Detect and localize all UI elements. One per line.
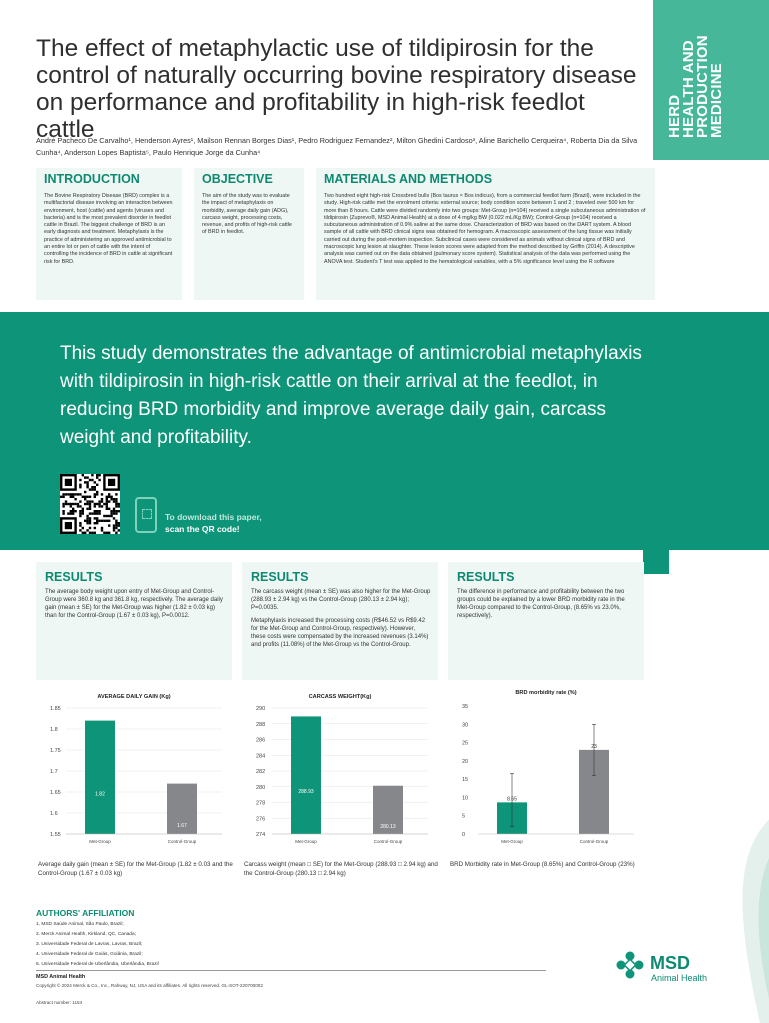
y-tick-label: 290 — [256, 706, 266, 712]
qr-module — [106, 515, 108, 517]
qr-module — [96, 484, 98, 486]
qr-module — [86, 522, 88, 524]
qr-module — [79, 500, 81, 502]
chart-title: AVERAGE DAILY GAIN (Kg) — [97, 694, 171, 700]
qr-module — [98, 505, 100, 507]
methods-text: Two hundred eight high-risk Crossbred bulls (Bos taurus × Bos indicus), from a commercial feedlot farm (Brazil), were included in the study. High-risk cattle met the enrolment criteria: external source; body condition score between 1 and 2 ; traveled over 500 km for more than 8 hours. Cattle were divided randomly into two groups: Met-Group (n=104) received a single subcutaneous administration of tildipirosin (Zuprevo®, MSD Animal Health) at a dose of 4 mg/kg BW (0.022 mL/Kg BW); Control-Group (n=104) received a subcutaneous administration of 0.9% saline at the same dose. Characterization of BRD was based on the DART system. A blood sample of all cattle with BRD clinical signs was obtained for hemogram. A macroscopic assessment of the lung tissue was initially carried out during the post-mortem inspection. Subclinical cases were considered as animals without clinical signs of BRD and macroscopic lung lesion at slaughter. These lesion scores were adapted from the method described by Griffin (2014). A descriptive analysis was carried out on the data obtained (pulmonary score system). Statistical analysis of the data was performed using the ANOVA test. Student's T test was applied to the hematological variables, with a 5% significance level using the R software — [324, 193, 646, 265]
qr-module — [70, 496, 72, 498]
qr-module — [101, 493, 103, 495]
qr-module — [101, 529, 103, 531]
qr-module — [72, 496, 74, 498]
qr-module — [86, 500, 88, 502]
qr-module — [113, 529, 115, 531]
y-tick-label: 1.75 — [50, 748, 61, 754]
y-tick-label: 1.65 — [50, 790, 61, 796]
qr-module — [82, 512, 84, 514]
x-tick-label: Met-Group — [501, 839, 523, 844]
qr-module — [94, 488, 96, 490]
qr-module — [82, 508, 84, 510]
qr-module — [65, 503, 67, 505]
qr-module — [101, 520, 103, 522]
qr-module — [91, 512, 93, 514]
qr-module — [62, 512, 64, 514]
chart-title: BRD morbidity rate (%) — [515, 690, 577, 696]
introduction-heading: INTRODUCTION — [44, 172, 140, 186]
qr-module — [101, 498, 103, 500]
qr-module — [77, 503, 79, 505]
qr-module — [115, 505, 117, 507]
qr-module — [91, 486, 93, 488]
qr-module — [115, 500, 117, 502]
qr-module — [82, 496, 84, 498]
qr-module — [79, 486, 81, 488]
qr-module — [86, 520, 88, 522]
qr-module — [113, 517, 115, 519]
qr-code-pattern — [60, 474, 120, 534]
qr-module — [106, 503, 108, 505]
qr-module — [108, 508, 110, 510]
y-tick-label: 286 — [256, 737, 266, 744]
affiliation-item: 3. Universidade Federal de Lavras, Lavras, Brazil; — [36, 942, 143, 947]
affiliation-item: 5. Universidade Federal de Uberlândia, Uberlândia, Brazil — [36, 962, 159, 967]
carcass-chart — [242, 680, 438, 856]
qr-module — [86, 508, 88, 510]
qr-module — [84, 481, 86, 483]
results-heading: RESULTS — [45, 570, 103, 584]
qr-module — [96, 517, 98, 519]
qr-module — [62, 503, 64, 505]
qr-module — [84, 520, 86, 522]
qr-module — [89, 500, 91, 502]
qr-module — [84, 532, 86, 534]
qr-module — [115, 512, 117, 514]
qr-finder — [108, 479, 115, 486]
y-tick-label: 274 — [256, 832, 266, 838]
qr-module — [91, 474, 93, 476]
qr-module — [115, 522, 117, 524]
qr-module — [89, 527, 91, 529]
introduction-panel — [36, 168, 182, 300]
qr-module — [89, 503, 91, 505]
qr-module — [86, 529, 88, 531]
qr-module — [94, 486, 96, 488]
qr-module — [84, 476, 86, 478]
qr-module — [113, 512, 115, 514]
qr-module — [79, 524, 81, 526]
qr-module — [89, 522, 91, 524]
qr-module — [79, 512, 81, 514]
qr-module — [86, 484, 88, 486]
qr-module — [113, 508, 115, 510]
qr-module — [106, 496, 108, 498]
y-tick-label: 10 — [462, 795, 469, 802]
qr-module — [115, 532, 117, 534]
qr-module — [106, 505, 108, 507]
qr-module — [98, 474, 100, 476]
qr-module — [98, 479, 100, 481]
qr-module — [74, 493, 76, 495]
qr-module — [89, 505, 91, 507]
qr-module — [103, 532, 105, 534]
qr-module — [115, 510, 117, 512]
qr-module — [84, 498, 86, 500]
qr-module — [108, 520, 110, 522]
qr-module — [113, 510, 115, 512]
qr-module — [118, 522, 120, 524]
qr-module — [115, 498, 117, 500]
qr-module — [72, 510, 74, 512]
affiliations-heading: AUTHORS' AFFILIATION — [36, 908, 135, 918]
side-label-line: HERD — [666, 94, 683, 138]
affiliation-item: 4. Universidade Federal de Goiás, Goiânia, Brazil; — [36, 952, 143, 957]
methods-panel — [316, 168, 655, 300]
qr-module — [118, 510, 120, 512]
qr-module — [96, 512, 98, 514]
data-label: 1.67 — [177, 822, 187, 829]
qr-module — [79, 505, 81, 507]
qr-module — [62, 505, 64, 507]
qr-code[interactable] — [60, 474, 120, 534]
affiliations-list — [36, 920, 159, 970]
download-line: To download this paper, — [165, 512, 262, 522]
qr-module — [110, 512, 112, 514]
objective-panel — [194, 168, 304, 300]
qr-module — [79, 510, 81, 512]
morbidity-chart — [448, 680, 644, 856]
msd-logo-icon — [615, 950, 645, 980]
results-paragraph: Metaphylaxis increased the processing costs (R$46.52 vs R$9.42 for the Met-Group and Control-Group, respectively). However, these costs were compensated by the increased revenues (3.14%) and profits (11.08%) of the Met-Group vs the Control-Group. — [251, 618, 429, 648]
y-tick-label: 276 — [256, 816, 266, 823]
msd-logo-subtitle: Animal Health — [651, 973, 708, 983]
qr-module — [101, 500, 103, 502]
x-tick-label: Control-Group — [373, 839, 403, 844]
qr-module — [60, 496, 62, 498]
qr-module — [62, 496, 64, 498]
methods-heading: MATERIALS AND METHODS — [324, 172, 493, 186]
qr-module — [72, 493, 74, 495]
qr-module — [115, 503, 117, 505]
bar — [291, 716, 321, 834]
qr-module — [103, 520, 105, 522]
y-tick-label: 1.55 — [50, 832, 61, 838]
data-label: 280.13 — [380, 823, 396, 830]
qr-module — [86, 496, 88, 498]
y-tick-label: 0 — [462, 832, 466, 838]
abstract-number: Abstract number: 1154 — [36, 1000, 83, 1005]
qr-module — [86, 486, 88, 488]
qr-module — [72, 503, 74, 505]
qr-module — [74, 503, 76, 505]
qr-module — [89, 488, 91, 490]
adg-chart — [36, 680, 232, 856]
qr-module — [106, 508, 108, 510]
qr-module — [79, 529, 81, 531]
affiliation-item: 2. Merck Animal Health, Kirkland, QC, Canada; — [36, 932, 136, 937]
qr-module — [96, 474, 98, 476]
qr-module — [79, 522, 81, 524]
qr-module — [94, 532, 96, 534]
y-tick-label: 1.6 — [50, 811, 58, 817]
side-label-line: MEDICINE — [708, 63, 725, 138]
y-tick-label: 280 — [256, 784, 266, 791]
qr-module — [98, 500, 100, 502]
qr-finder — [65, 479, 72, 486]
introduction-text: The Bovine Respiratory Disease (BRD) complex is a multifactorial disease involving an interaction between environment, host (cattle) and agents (viruses and bacteria) and is the most prevalent disorder in feedlot cattle in Brazil. The biggest challenge of BRD is an early diagnosis and treatment. Metaphylaxis is the practice of administering an approved antimicrobial to an entire lot or pen of cattle with the intent of controlling the incidence of BRD in cattle at significant risk for BRD. — [44, 193, 173, 265]
qr-module — [98, 510, 100, 512]
qr-module — [84, 503, 86, 505]
qr-module — [113, 498, 115, 500]
chart-caption: Carcass weight (mean □ SE) for the Met-Group (288.93 □ 2.94 kg) and the Control-Group (280.13 □ 2.94 kg) — [244, 861, 438, 877]
x-tick-label: Control-Group — [167, 839, 197, 844]
qr-module — [96, 491, 98, 493]
qr-module — [94, 522, 96, 524]
results-text: The average body weight upon entry of Met-Group and Control-Group were 360.8 kg and 361.8 kg, respectively. The average daily gain (mean ± SE) for the Met-Group was higher (1.82 ± 0.03 kg) than for the Control-Group (1.67 ± 0.03 kg), P=0.0012. — [45, 589, 223, 619]
results-paragraph: The carcass weight (mean ± SE) was also higher for the Met-Group (288.93 ± 2.94 kg) vs the Control-Group (280.13 ± 2.94 kg); P=0.0035. — [251, 589, 431, 611]
qr-module — [94, 505, 96, 507]
qr-module — [84, 496, 86, 498]
y-tick-label: 35 — [462, 704, 469, 710]
x-tick-label: Met-Group — [89, 839, 111, 844]
side-label-line: HEALTH AND — [680, 40, 697, 138]
side-label-line: PRODUCTION — [694, 35, 711, 138]
qr-module — [70, 503, 72, 505]
qr-module — [77, 505, 79, 507]
qr-module — [89, 496, 91, 498]
qr-module — [96, 503, 98, 505]
qr-module — [89, 508, 91, 510]
corner-accent — [643, 548, 669, 574]
x-tick-label: Control-Group — [579, 839, 609, 844]
chart-caption: Average daily gain (mean ± SE) for the Met-Group (1.82 ± 0.03 and the Control-Group (1.67 ± 0.03 kg) — [38, 861, 233, 877]
qr-module — [115, 527, 117, 529]
qr-module — [118, 505, 120, 507]
qr-module — [94, 481, 96, 483]
qr-module — [103, 503, 105, 505]
qr-module — [108, 515, 110, 517]
bar — [85, 721, 115, 834]
qr-module — [79, 479, 81, 481]
qr-module — [96, 520, 98, 522]
qr-module — [91, 500, 93, 502]
qr-module — [79, 515, 81, 517]
qr-module — [115, 493, 117, 495]
qr-module — [94, 493, 96, 495]
phone-icon — [135, 497, 157, 533]
y-tick-label: 282 — [256, 769, 266, 775]
qr-module — [86, 476, 88, 478]
qr-module — [65, 493, 67, 495]
qr-module — [70, 512, 72, 514]
morbidity-chart-svg — [448, 680, 644, 856]
qr-module — [86, 503, 88, 505]
qr-module — [91, 532, 93, 534]
qr-module — [79, 484, 81, 486]
y-tick-label: 20 — [462, 758, 469, 765]
affiliation-item: 1. MSD Saúde Animal, São Paulo, Brazil; — [36, 922, 124, 927]
qr-module — [89, 532, 91, 534]
qr-module — [106, 500, 108, 502]
qr-module — [110, 510, 112, 512]
qr-module — [108, 532, 110, 534]
qr-module — [91, 479, 93, 481]
qr-module — [82, 474, 84, 476]
y-tick-label: 30 — [462, 722, 469, 729]
results-text: The difference in performance and profitability between the two groups could be explained by a lower BRD morbidity rate in the Met-Group compared to the Control-Group, (8.65% vs 23.0%, respectively). — [457, 589, 625, 619]
chart-caption: BRD Morbidity rate in Met-Group (8.65%) and Control-Group (23%) — [450, 861, 635, 868]
download-instructions — [165, 511, 262, 535]
qr-module — [84, 491, 86, 493]
decorative-swoosh — [720, 800, 769, 1023]
qr-module — [77, 493, 79, 495]
qr-module — [67, 512, 69, 514]
qr-module — [98, 520, 100, 522]
qr-module — [70, 493, 72, 495]
qr-module — [106, 532, 108, 534]
qr-module — [113, 500, 115, 502]
qr-module — [67, 503, 69, 505]
results-heading: RESULTS — [251, 570, 309, 584]
qr-module — [74, 498, 76, 500]
results-text — [251, 588, 431, 649]
qr-module — [86, 481, 88, 483]
copyright-text: Copyright © 2024 Merck & Co., Inc., Rahway, NJ, USA and its affiliates. All rights reserved. GL-SOT-220700002 — [36, 983, 263, 988]
qr-module — [82, 532, 84, 534]
qr-module — [65, 500, 67, 502]
objective-heading: OBJECTIVE — [202, 172, 273, 186]
footer-divider — [36, 970, 546, 971]
data-label: 8.65 — [507, 796, 517, 803]
qr-module — [101, 505, 103, 507]
qr-module — [94, 510, 96, 512]
qr-module — [89, 517, 91, 519]
data-label: 1.82 — [95, 791, 105, 798]
qr-module — [94, 496, 96, 498]
qr-module — [110, 515, 112, 517]
poster-title: The effect of metaphylactic use of tildipirosin for the control of naturally occurring bovine respiratory disease on performance and profitability in high-risk feedlot cattle — [36, 35, 637, 143]
qr-module — [108, 500, 110, 502]
qr-module — [118, 503, 120, 505]
y-tick-label: 25 — [462, 740, 469, 747]
y-tick-label: 288 — [256, 721, 266, 728]
qr-module — [96, 493, 98, 495]
qr-module — [91, 488, 93, 490]
qr-module — [89, 479, 91, 481]
qr-module — [79, 493, 81, 495]
y-tick-label: 278 — [256, 800, 266, 807]
qr-module — [94, 527, 96, 529]
qr-module — [89, 512, 91, 514]
qr-module — [89, 520, 91, 522]
adg-chart-svg — [36, 680, 232, 856]
y-tick-label: 1.7 — [50, 769, 58, 775]
qr-module — [70, 505, 72, 507]
data-label: 23 — [591, 743, 597, 750]
qr-module — [108, 493, 110, 495]
y-tick-label: 15 — [462, 777, 469, 784]
qr-module — [106, 498, 108, 500]
qr-module — [96, 476, 98, 478]
qr-module — [72, 512, 74, 514]
side-category-label — [668, 0, 724, 138]
qr-module — [113, 527, 115, 529]
qr-module — [115, 524, 117, 526]
qr-finder — [65, 522, 72, 529]
qr-module — [82, 527, 84, 529]
qr-module — [62, 510, 64, 512]
y-tick-label: 5 — [462, 813, 466, 820]
qr-module — [96, 522, 98, 524]
qr-module — [110, 496, 112, 498]
qr-module — [103, 515, 105, 517]
qr-module — [94, 503, 96, 505]
qr-module — [108, 524, 110, 526]
qr-module — [98, 512, 100, 514]
msd-logo-text: MSD — [650, 953, 690, 973]
results-heading: RESULTS — [457, 570, 515, 584]
download-line-strong: scan the QR code! — [165, 524, 240, 534]
qr-module — [98, 503, 100, 505]
x-tick-label: Met-Group — [295, 839, 317, 844]
author-list: André Pacheco De Carvalho¹, Henderson Ayres¹, Mailson Rennan Borges Dias¹, Pedro Rodriguez Fernandez², Milton Ghedini Cardoso³, Aline Barichello Cerqueira⁴, Roberta Dia da Silva Cunha⁴, Anderson Lopes Baptista⁵, Paulo Henrique Jorge da Cunha⁴ — [36, 136, 638, 157]
qr-module — [62, 493, 64, 495]
qr-module — [67, 493, 69, 495]
y-tick-label: 284 — [256, 753, 266, 760]
qr-module — [82, 510, 84, 512]
qr-module — [115, 520, 117, 522]
qr-module — [108, 496, 110, 498]
carcass-chart-svg — [242, 680, 438, 856]
qr-module — [110, 498, 112, 500]
qr-module — [96, 510, 98, 512]
qr-module — [86, 517, 88, 519]
footer-brand: MSD Animal Health — [36, 974, 86, 980]
qr-module — [113, 524, 115, 526]
qr-module — [106, 520, 108, 522]
objective-text: The aim of the study was to evaluate the impact of metaphylaxis on morbidity, average daily gain (ADG), carcass weight, processing costs, revenue, and profits of high-risk cattle of BRD in feedlot. — [202, 193, 292, 236]
qr-module — [72, 508, 74, 510]
qr-module — [74, 510, 76, 512]
qr-module — [118, 524, 120, 526]
qr-module — [94, 512, 96, 514]
data-label: 288.93 — [298, 789, 314, 796]
conclusion-message: This study demonstrates the advantage of antimicrobial metaphylaxis with tildipirosin in high-risk cattle on their arrival at the feedlot, in reducing BRD morbidity and improve average daily gain, carcass weight and profitability. — [60, 343, 642, 448]
y-tick-label: 1.85 — [50, 706, 61, 712]
qr-module — [101, 527, 103, 529]
qr-module — [118, 529, 120, 531]
qr-module — [86, 515, 88, 517]
qr-module — [70, 510, 72, 512]
chart-title: CARCASS WEIGHT(Kg) — [308, 694, 372, 700]
y-tick-label: 1.8 — [50, 727, 58, 733]
qr-module — [94, 517, 96, 519]
